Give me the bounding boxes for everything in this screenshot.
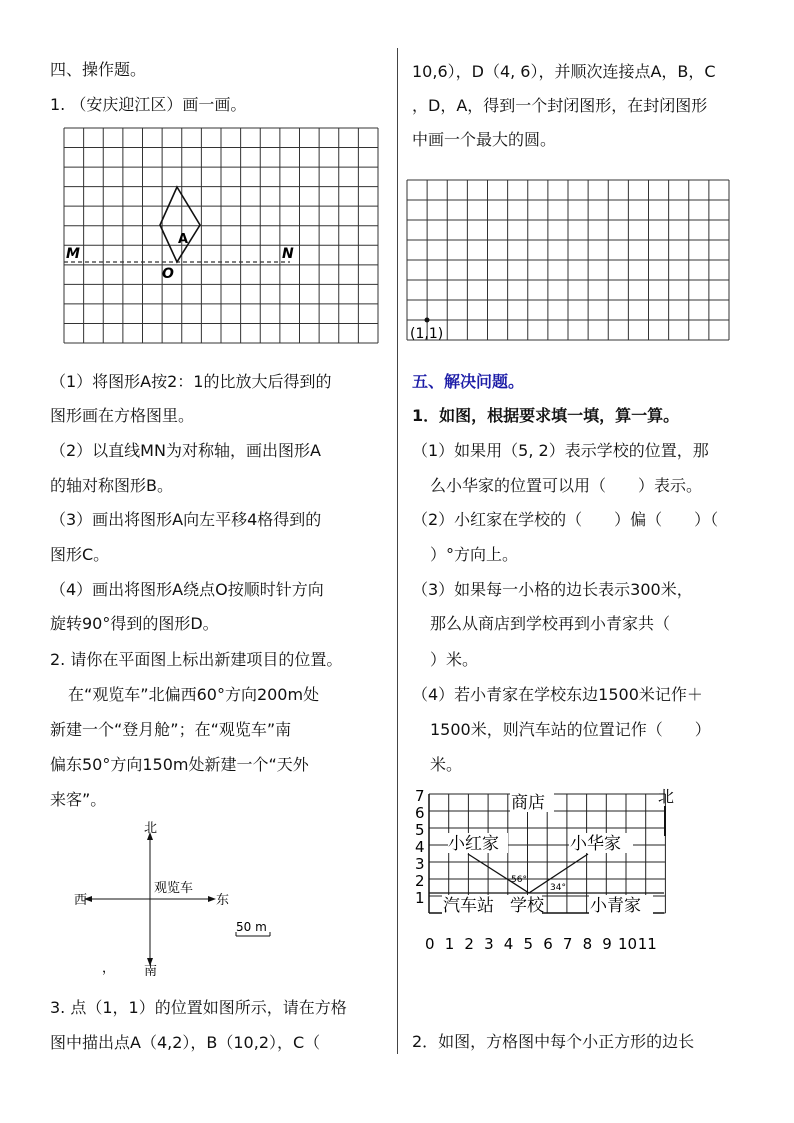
- angle-34: 34°: [550, 883, 566, 893]
- q3-cont-line2: ，D，A，得到一个封闭图形，在封闭图形: [412, 96, 708, 115]
- x-tick-label: 1: [444, 935, 455, 953]
- p1-part1-line1: （1）如果用（5, 2）表示学校的位置，那: [412, 441, 709, 460]
- q2-line5: 来客”。: [50, 790, 107, 809]
- xiaoqing-label: 小青家: [590, 896, 641, 916]
- shop-label: 商店: [511, 793, 545, 813]
- grid-2: [407, 180, 731, 342]
- x-tick-label: 4: [503, 935, 514, 953]
- y-tick-label: 1: [415, 889, 425, 907]
- p1-part3-line1: （3）如果每一小格的边长表示300米，: [412, 580, 693, 599]
- section-5-heading: 五、解决问题。: [412, 372, 525, 391]
- scale-label: 50 m: [236, 920, 267, 934]
- x-tick-label: 10: [618, 935, 638, 953]
- x-tick-label: 3: [484, 935, 494, 953]
- xiaohua-label: 小华家: [570, 834, 621, 854]
- problem-2-line1: 2．如图，方格图中每个小正方形的边长: [412, 1032, 695, 1051]
- p1-part4-line2: 1500米，则汽车站的位置记作（ ）: [430, 720, 711, 739]
- coordinate-map: [414, 786, 684, 956]
- p1-part2-line1: （2）小红家在学校的（ ）偏（ ）（: [412, 510, 719, 529]
- grid-1: [64, 128, 380, 346]
- xiaohong-label: 小红家: [448, 834, 499, 854]
- ferris-wheel-label: 观览车: [154, 881, 194, 896]
- column-divider: [397, 48, 398, 1054]
- x-tick-label: 8: [582, 935, 593, 953]
- y-tick-label: 7: [415, 787, 425, 805]
- q1-part3-line2: 图形C。: [50, 545, 110, 564]
- p1-part3-line2: 那么从商店到学校再到小青家共（: [430, 614, 671, 633]
- p1-part1-line2: 么小华家的位置可以用（ ）表示。: [430, 476, 703, 495]
- station-label: 汽车站: [443, 896, 494, 916]
- p1-part2-line2: ）°方向上。: [430, 545, 519, 564]
- label-n: N: [282, 246, 294, 262]
- x-tick-label: 2: [464, 935, 474, 953]
- p1-part3-line3: ）米。: [430, 650, 479, 669]
- y-tick-label: 3: [415, 855, 425, 873]
- label-o: O: [162, 266, 174, 282]
- q3-line2: 图中描出点A（4,2），B（10,2），C（: [50, 1033, 321, 1052]
- question-1-title: 1. （安庆迎江区）画一画。: [50, 95, 247, 114]
- x-tick-label: 7: [562, 935, 573, 953]
- q1-part3-line1: （3）画出将图形A向左平移4格得到的: [50, 510, 322, 529]
- label-a: A: [178, 232, 189, 247]
- y-tick-label: 6: [415, 804, 425, 822]
- q2-line2: 在“观览车”北偏西60°方向200m处: [68, 685, 320, 704]
- q1-part4-line2: 旋转90°得到的图形D。: [50, 614, 219, 633]
- x-tick-label: 5: [523, 935, 534, 953]
- q2-line4: 偏东50°方向150m处新建一个“天外: [50, 755, 309, 774]
- section-4-heading: 四、操作题。: [50, 60, 147, 79]
- west-label: 西: [74, 893, 88, 908]
- y-tick-label: 4: [415, 838, 425, 856]
- q1-part2-line1: （2）以直线MN为对称轴，画出图形A: [50, 441, 321, 460]
- east-label: 东: [216, 893, 230, 908]
- x-tick-label: 11: [637, 935, 657, 953]
- x-tick-label: 9: [602, 935, 612, 953]
- line-xiaohong-school: [468, 854, 529, 893]
- q3-line1: 3. 点（1，1）的位置如图所示，请在方格: [50, 998, 347, 1017]
- problem-1-title: 1．如图，根据要求填一填，算一算。: [412, 406, 680, 425]
- x-tick-label: 6: [543, 935, 553, 953]
- compass-diagram: [70, 820, 290, 980]
- p1-part4-line1: （4）若小青家在学校东边1500米记作＋: [412, 685, 703, 704]
- q1-part1-line2: 图形画在方格图里。: [50, 406, 195, 425]
- angle-56: 56°: [511, 875, 527, 885]
- stray-mark: ，: [102, 961, 116, 976]
- school-label: 学校: [510, 896, 544, 916]
- point-label: (1,1): [410, 326, 444, 342]
- map-north-label: 北: [658, 787, 675, 806]
- south-label: 南: [144, 964, 158, 979]
- q2-line1: 2. 请你在平面图上标出新建项目的位置。: [50, 650, 343, 669]
- p1-part4-line3: 米。: [430, 755, 463, 774]
- q1-part4-line1: （4）画出将图形A绕点O按顺时针方向: [50, 580, 324, 599]
- q3-cont-line1: 10,6），D（4, 6），并顺次连接点A，B，C: [412, 62, 716, 81]
- y-tick-label: 2: [415, 872, 425, 890]
- north-label: 北: [144, 821, 158, 836]
- x-tick-label: 0: [425, 935, 435, 953]
- q1-part1-line1: （1）将图形A按2：1的比放大后得到的: [50, 372, 332, 391]
- q2-line3: 新建一个“登月舱”；在“观览车”南: [50, 720, 292, 739]
- y-tick-label: 5: [415, 821, 425, 839]
- point-1-1: [425, 318, 430, 323]
- figure-a: [160, 187, 200, 262]
- q3-cont-line3: 中画一个最大的圆。: [412, 130, 557, 149]
- label-m: M: [66, 246, 80, 262]
- q1-part2-line2: 的轴对称图形B。: [50, 476, 173, 495]
